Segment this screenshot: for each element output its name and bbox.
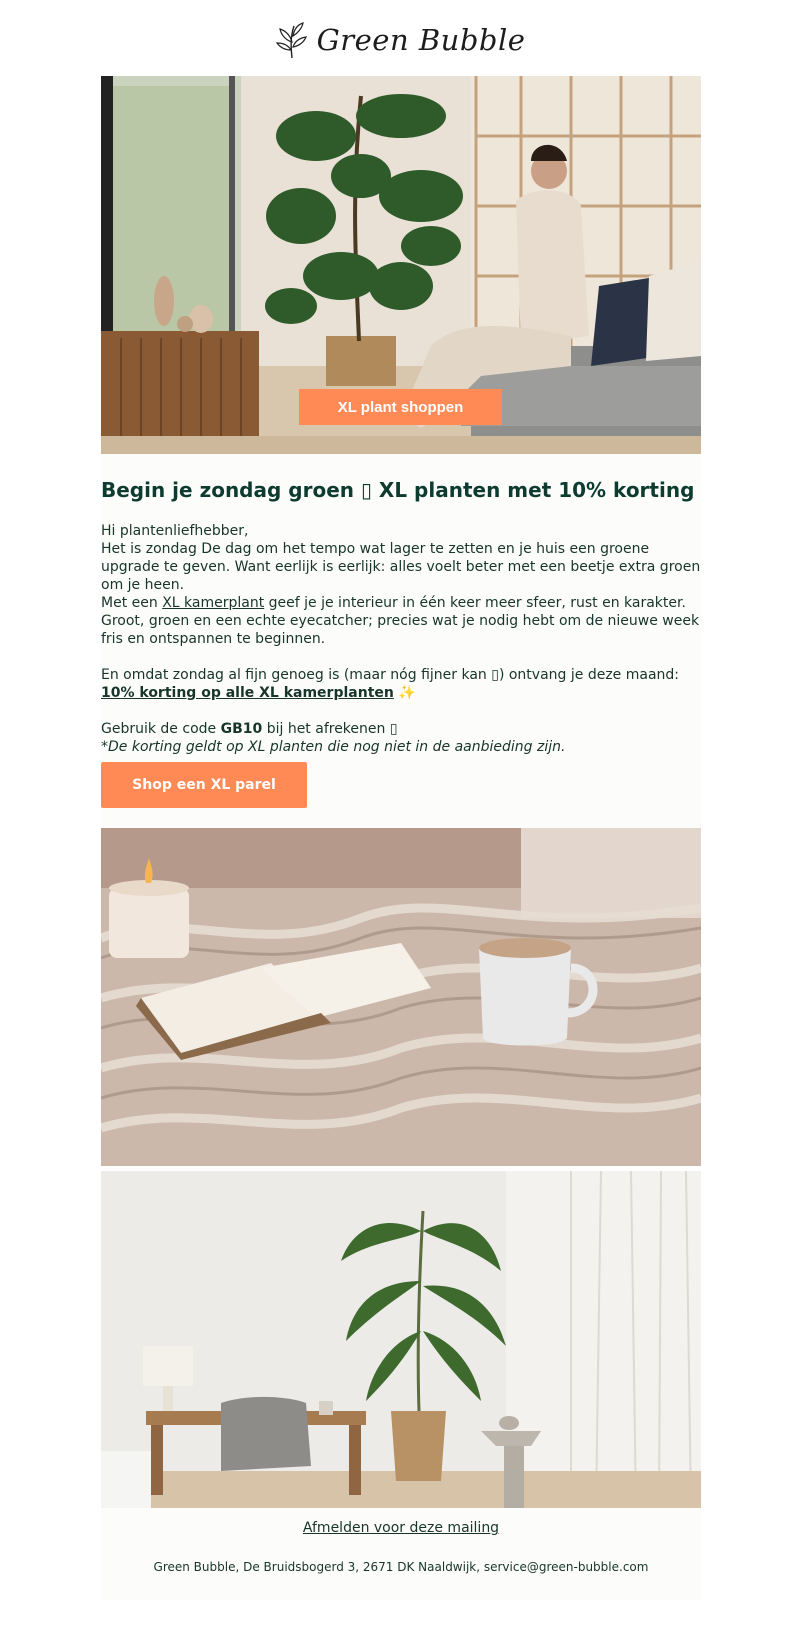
sparkle-icon: ✨	[398, 685, 416, 701]
hero-shop-button[interactable]: XL plant shoppen	[299, 389, 502, 425]
offer-link[interactable]	[101, 685, 394, 701]
cozy-image[interactable]	[101, 828, 701, 1166]
palm-interior-image[interactable]	[101, 1171, 701, 1508]
footer	[101, 1508, 701, 1600]
code-prefix: Gebruik de code	[101, 721, 221, 737]
brand-name: Green Bubble	[316, 23, 526, 57]
offer-text: 10% korting op alle XL kamerplanten	[101, 685, 394, 701]
plant-paragraph	[101, 594, 701, 648]
plant-paragraph-prefix: Met een	[101, 595, 163, 611]
offer-line	[101, 684, 701, 702]
brand-logo[interactable]	[0, 16, 800, 64]
company-address: Green Bubble, De Bruidsbogerd 3, 2671 DK Naaldwijk, service@green-bubble.com	[153, 1560, 649, 1574]
offer-intro: En omdat zondag al fijn genoeg is (maar nóg fijner kan ▯) ontvang je deze maand:	[101, 667, 679, 683]
hero-image[interactable]	[101, 76, 701, 454]
greeting: Hi plantenliefhebber,	[101, 523, 249, 539]
cozy-illustration	[101, 828, 701, 1166]
leaf-logo-icon	[275, 20, 309, 60]
code-line	[101, 720, 701, 738]
xl-plant-link[interactable]: XL kamerplant	[162, 595, 265, 611]
intro-paragraph: Het is zondag De dag om het tempo wat lager te zetten en je huis een groene upgrade te geven. Want eerlijk is eerlijk: alles voelt beter met een beetje extra groen om je heen.	[101, 541, 701, 593]
disclaimer-text: *De korting geldt op XL planten die nog niet in de aanbieding zijn.	[101, 739, 566, 755]
unsubscribe-link[interactable]: Afmelden voor deze mailing	[302, 1520, 500, 1536]
code-suffix: bij het afrekenen ▯	[262, 721, 398, 737]
palm-illustration	[101, 1171, 701, 1508]
discount-code: GB10	[220, 721, 263, 737]
content-block	[101, 454, 701, 828]
disclaimer	[101, 738, 701, 756]
headline: Begin je zondag groen ▯ XL planten met 10% korting	[101, 478, 695, 502]
plant-paragraph-suffix: geef je je interieur in één keer meer sfeer, rust en karakter. Groot, groen en een echte eyecatcher; precies wat je nodig hebt om de nieuwe week fris en ontspannen te beginnen.	[101, 595, 700, 647]
shop-xl-button[interactable]: Shop een XL parel	[101, 762, 307, 808]
